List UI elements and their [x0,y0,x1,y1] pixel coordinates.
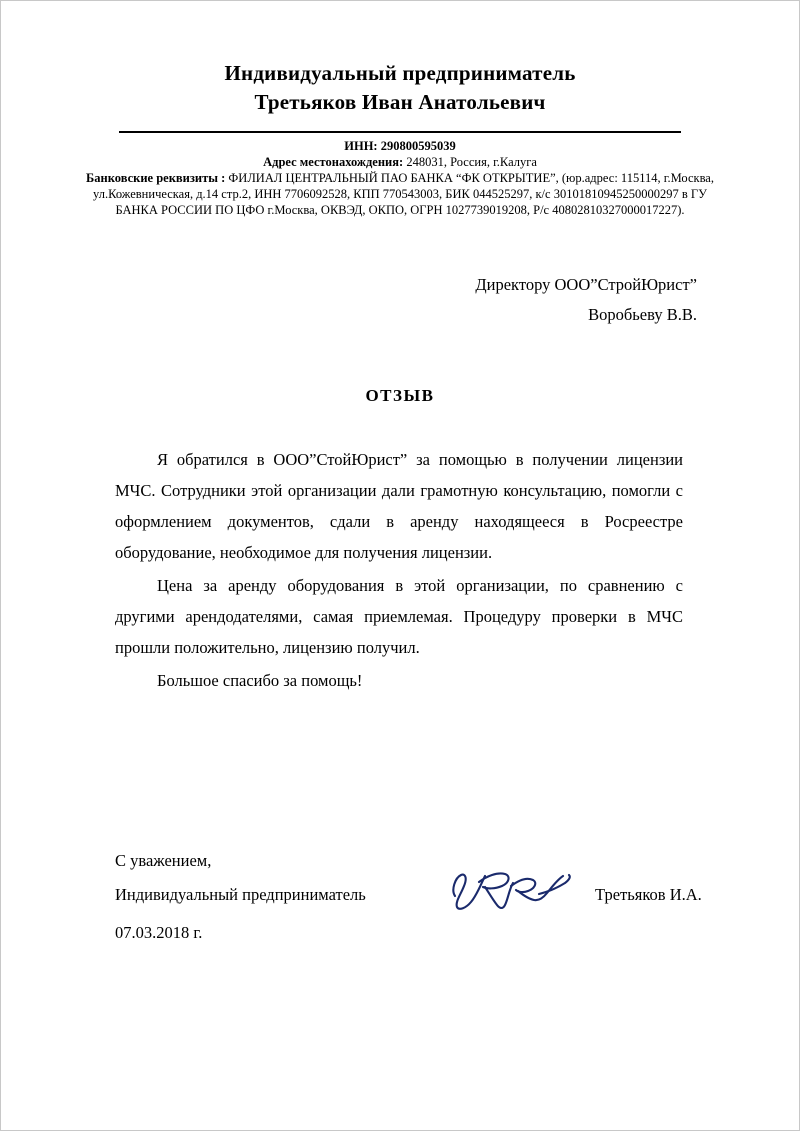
inn-line [61,138,739,154]
signature-role: Индивидуальный предприниматель [115,885,366,904]
bank-line-2: ул.Кожевническая, д.14 стр.2, ИНН 7706092528, КПП 770543003, БИК 044525297, к/с 30101810945250000297 в ГУ [93,187,707,201]
addressee-line-1: Директору ООО”СтройЮрист” [475,275,697,294]
signature-regards: С уважением, [115,851,212,870]
bank-line-1 [61,170,739,186]
address-line [61,154,739,170]
body-paragraph-1: Я обратился в ООО”СтойЮрист” за помощью в получении лицензии МЧС. Сотрудники этой организации дали грамотную консультацию, помогли с оформлением документов, сдали в аренду находящееся в Росреестре оборудование, необходимое для получения лицензии. [115,450,683,562]
document-content [1,1,799,950]
body-paragraph-3: Большое спасибо за помощь! [157,671,363,690]
letterhead-line-1: Индивидуальный предприниматель [224,61,576,85]
body-paragraph-2: Цена за аренду оборудования в этой организации, по сравнению с другими арендодателями, самая приемлемая. Процедуру проверки в МЧС прошли положительно, лицензию получил. [115,576,683,657]
address-label: Адрес местонахождения: [263,155,404,169]
letterhead [61,1,739,117]
signature-block [61,844,739,950]
addressee-line-2: Воробьеву В.В. [588,305,697,324]
bank-line-3: БАНКА РОССИИ ПО ЦФО г.Москва, ОКВЭД, ОКПО, ОГРН 1027739019208, Р/с 40802810327000017227). [115,203,685,217]
signature-mark [445,878,595,912]
signature-name: Третьяков И.А. [595,885,702,904]
document-body [61,444,739,696]
document-title: ОТЗЫВ [365,386,435,405]
inn-value: 290800595039 [380,139,456,153]
address-value: 248031, Россия, г.Калуга [406,155,537,169]
bank-label: Банковские реквизиты : [86,171,226,185]
addressee-block [61,270,739,330]
inn-label: ИНН: [344,139,378,153]
letterhead-line-2: Третьяков Иван Анатольевич [254,90,546,114]
requisites-block [61,138,739,218]
bank-value-1: ФИЛИАЛ ЦЕНТРАЛЬНЫЙ ПАО БАНКА “ФК ОТКРЫТИЕ”, (юр.адрес: 115114, г.Москва, [228,171,714,185]
signature-date: 07.03.2018 г. [115,923,203,942]
header-divider [119,131,681,133]
signature-row [115,878,739,912]
